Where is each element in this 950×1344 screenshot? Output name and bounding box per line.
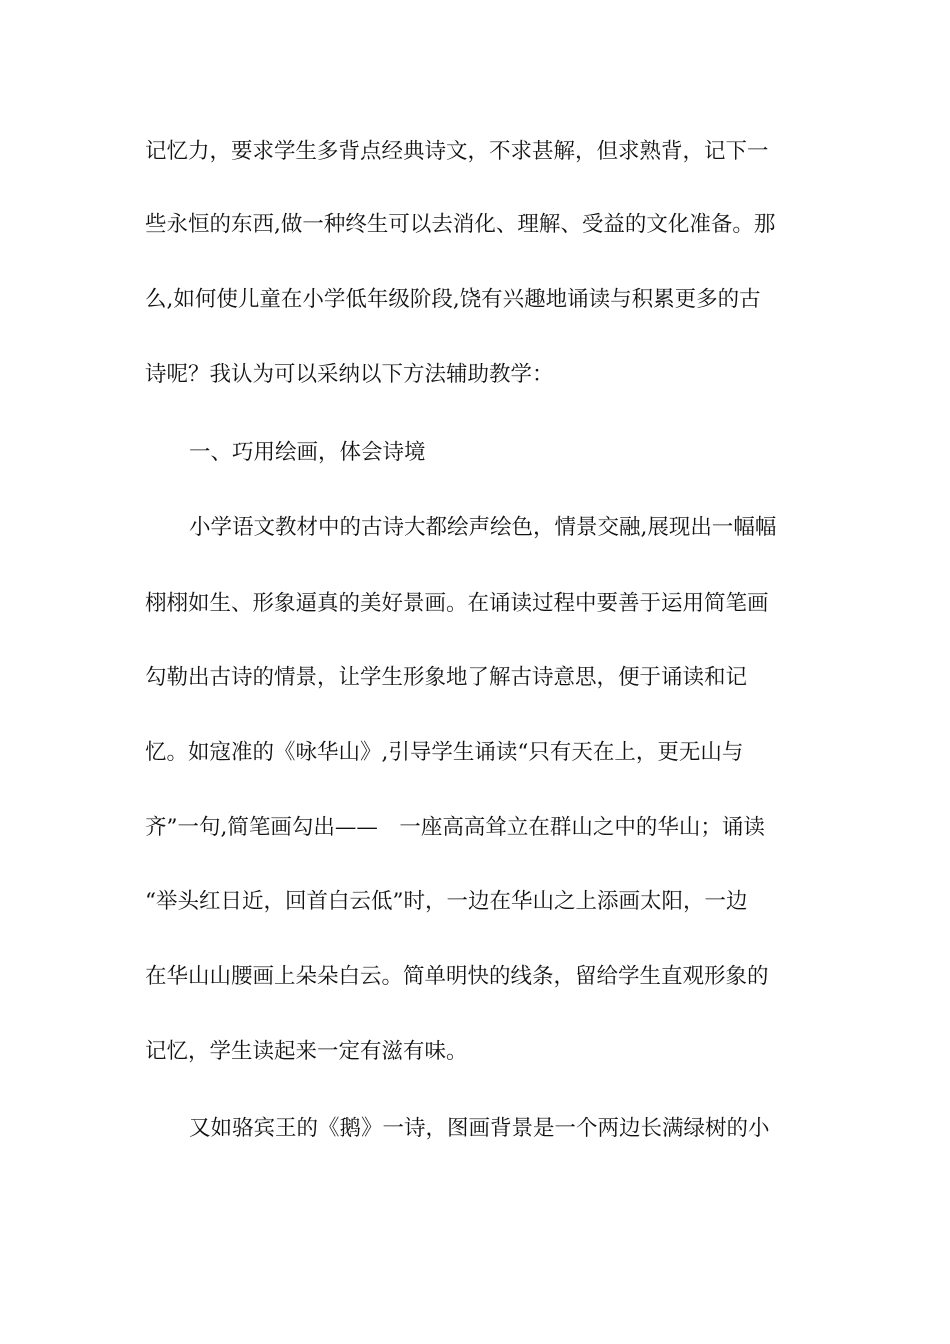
text-line: 记忆力，要求学生多背点经典诗文，不求甚解，但求熟背，记下一 <box>145 139 769 164</box>
paragraph-first-line: 小学语文教材中的古诗大都绘声绘色，情景交融,展现出一幅幅 <box>189 515 777 540</box>
text-line: 些永恒的东西,做一种终生可以去消化、理解、受益的文化准备。那 <box>145 212 776 237</box>
text-line: 么,如何使儿童在小学低年级阶段,饶有兴趣地诵读与积累更多的古 <box>145 287 761 312</box>
text-line: 在华山山腰画上朵朵白云。简单明快的线条，留给学生直观形象的 <box>145 964 769 989</box>
text-line: “举头红日近，回首白云低”时，一边在华山之上添画太阳，一边 <box>145 889 748 914</box>
text-line: 记忆，学生读起来一定有滋有味。 <box>145 1039 468 1064</box>
text-line: 勾勒出古诗的情景，让学生形象地了解古诗意思，便于诵读和记 <box>145 665 748 690</box>
text-line: 齐”一句,简笔画勾出—— 一座高高耸立在群山之中的华山；诵读 <box>145 815 765 840</box>
paragraph-first-line: 又如骆宾王的《鹅》一诗，图画背景是一个两边长满绿树的小 <box>189 1116 770 1141</box>
text-line: 诗呢？我认为可以采纳以下方法辅助教学： <box>145 362 554 387</box>
text-line: 栩栩如生、形象逼真的美好景画。在诵读过程中要善于运用简笔画 <box>145 591 769 616</box>
section-heading: 一、巧用绘画，体会诗境 <box>189 440 426 465</box>
text-line: 忆。如寇准的《咏华山》,引导学生诵读“只有天在上，更无山与 <box>145 740 744 765</box>
